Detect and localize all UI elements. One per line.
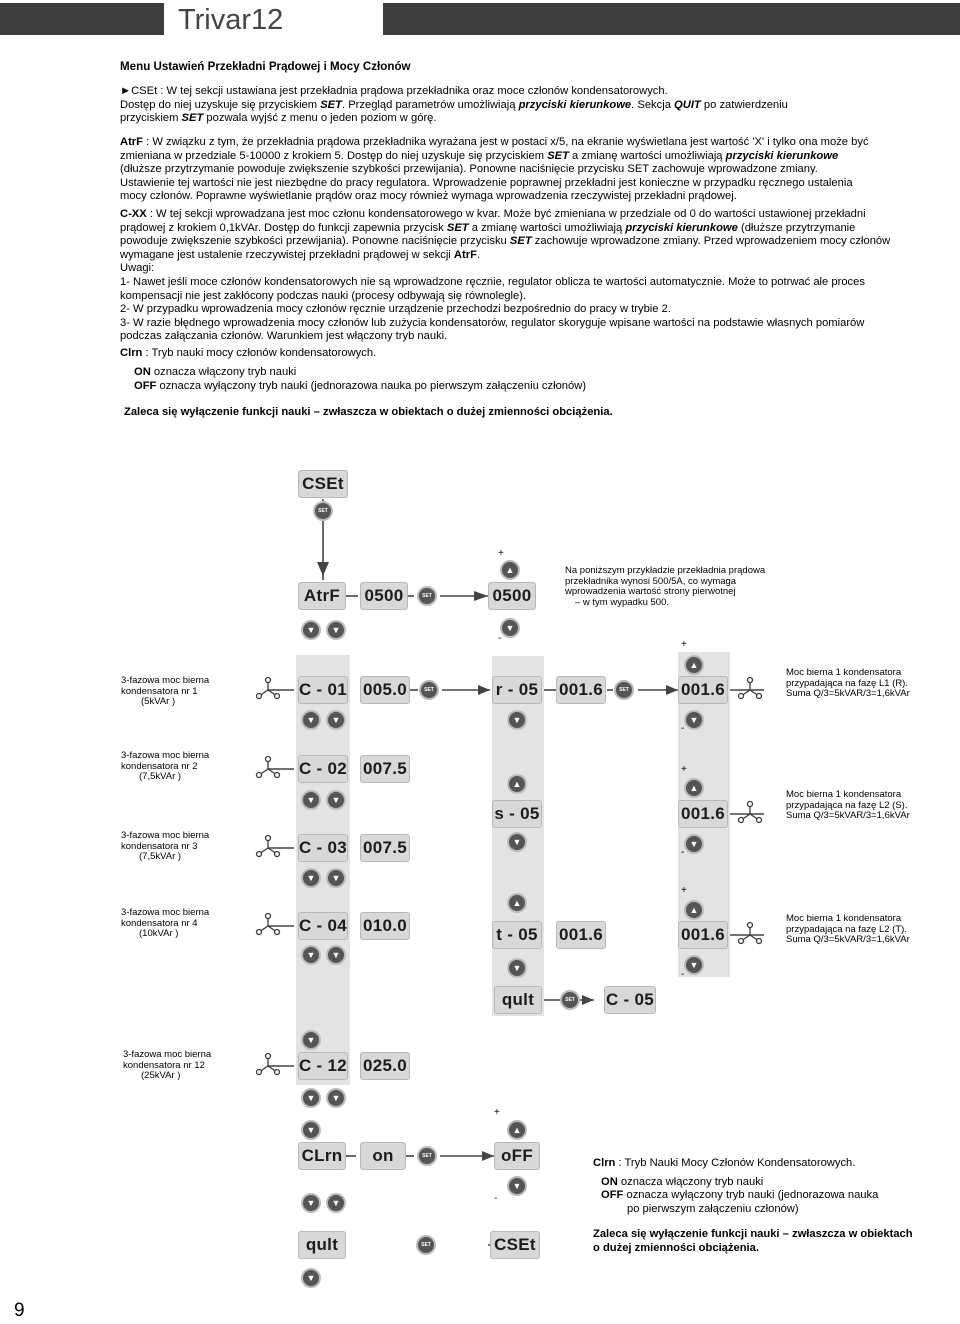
down-arrow-button[interactable]: ▼ (507, 832, 527, 852)
capacitor-label-2: 3-fazowa moc bierna kondensatora nr 2 (7,5kVAr ) (121, 750, 210, 783)
up-arrow-button[interactable]: ▲ (684, 655, 704, 675)
down-arrow-button[interactable]: ▼ (507, 1176, 527, 1196)
down-arrow-button[interactable]: ▼ (301, 1193, 321, 1213)
down-arrow-button[interactable]: ▼ (301, 1120, 321, 1140)
set-button-cset[interactable]: SET (313, 501, 333, 521)
remark-3b: podczas załączania członów. Warunkiem jest włączony tryb nauki. (120, 330, 448, 343)
clrn-off-line: OFF oznacza wyłączony tryb nauki (jednorazowa nauka po pierwszym załączeniu członów) (134, 380, 587, 392)
clrn-on-line: ON oznacza włączony tryb nauki (134, 366, 297, 378)
lcd-r05-value: 001.6 (556, 676, 606, 704)
down-arrow-button[interactable]: ▼ (301, 620, 321, 640)
set-button-c01[interactable]: SET (419, 680, 439, 700)
plus-sign: + (681, 764, 687, 775)
atrf-line-4: Ustawienie tej wartości nie jest niezbędne do pracy regulatora. Wprowadzenie poprawnej przekładni jest konieczne w przypadku ręcznego ustalenia (120, 176, 853, 189)
clrn-recommendation: Zaleca się wyłączenie funkcji nauki – zwłaszcza w obiektach o dużej zmienności obciążenia. (124, 406, 613, 418)
page-number: 9 (14, 1300, 25, 1321)
phase-label-r: Moc bierna 1 kondensatora przypadająca na fazę L1 (R). Suma Q/3=5kVAR/3=1,6kVAr (786, 667, 910, 700)
down-arrow-button[interactable]: ▼ (326, 790, 346, 810)
phase-label-s: Moc bierna 1 kondensatora przypadająca na fazę L2 (S). Suma Q/3=5kVAR/3=1,6kVAr (786, 789, 910, 822)
phase-label-t: Moc bierna 1 kondensatora przypadająca na fazę L2 (T). Suma Q/3=5kVAR/3=1,6kVAr (786, 913, 910, 946)
star-symbol-4 (257, 914, 280, 935)
capacitor-label-3: 3-fazowa moc bierna kondensatora nr 3 (7,5kVAr ) (121, 830, 210, 863)
lcd-c01-value: 005.0 (360, 676, 410, 704)
lcd-s05-value: 001.6 (678, 800, 728, 828)
atrf-line-3: (dłuższe przytrzymanie powoduje zwiększenie szybkości przewijania). Ponowne naciśnięcie przycisku SET zachowuje wprowadzone zmiany. (120, 163, 818, 176)
lcd-clrn-on: on (360, 1142, 406, 1170)
lcd-c03: C - 03 (298, 834, 348, 862)
down-arrow-button[interactable]: ▼ (301, 1088, 321, 1108)
star-symbol-2 (257, 757, 280, 778)
intro-line-2: Dostęp do niej uzyskuje się przyciskiem SET. Przegląd parametrów umożliwiają przyciski kierunkowe. Sekcja QUIT po zatwierdzeniu (120, 98, 788, 111)
lcd-cset-top: CSEt (298, 470, 348, 498)
lcd-c03-value: 007.5 (360, 834, 410, 862)
down-arrow-button[interactable]: ▼ (684, 955, 704, 975)
down-arrow-button[interactable]: ▼ (500, 618, 520, 638)
bottom-clrn-text: Clrn : Tryb Nauki Mocy Członów Kondensatorowych. ON oznacza włączony tryb nauki OFF oznacza wyłączony tryb nauki (jednorazowa nauka po pierwszym załączeniu członów) Zaleca się wyłączenie funkcji nauki – zwłaszcza w obiektach o dużej zmienności obciążenia. (593, 1157, 913, 1254)
atrf-line-2: zmieniana w przedziale 5-10000 z krokiem 5. Dostęp do niej uzyskuje się przyciskiem SET a zmianę wartości umożliwiają przyciski kierunkowe (120, 149, 839, 162)
cxx-line-3: powoduje zwiększenie szybkości przewijania). Ponowne naciśnięcie przycisku SET zachowuje wprowadzone zmiany. Przed wprowadzeniem mocy członów (120, 235, 891, 248)
up-arrow-button[interactable]: ▲ (507, 1120, 527, 1140)
down-arrow-button[interactable]: ▼ (684, 834, 704, 854)
cxx-line-2: prądowej z krokiem 0,1kVAr. Dostęp do funkcji zapewnia przycisk SET a zmianę wartości umożliwiają przyciski kierunkowe (dłuższe przytrzymanie (120, 221, 856, 234)
down-arrow-button[interactable]: ▼ (326, 868, 346, 888)
set-button-atrf[interactable]: SET (417, 586, 437, 606)
star-symbol-1 (257, 678, 280, 699)
remark-3a: 3- W razie błędnego wprowadzenia mocy członów lub zużycia kondensatorów, regulator skoryguje wpisane wartości na podstawie własnych pomiarów (120, 316, 865, 329)
plus-sign: + (498, 548, 504, 559)
up-arrow-button[interactable]: ▲ (500, 560, 520, 580)
lcd-c02-value: 007.5 (360, 755, 410, 783)
down-arrow-button[interactable]: ▼ (301, 1030, 321, 1050)
down-arrow-button[interactable]: ▼ (684, 710, 704, 730)
set-button-qult[interactable]: SET (416, 1235, 436, 1255)
lcd-c05: C - 05 (604, 986, 656, 1014)
star-symbol-12 (257, 1054, 280, 1075)
lcd-atrf: AtrF (298, 582, 346, 610)
set-button-r05[interactable]: SET (614, 680, 634, 700)
intro-line-3: przyciskiem SET pozwala wyjść z menu o jeden poziom w górę. (120, 112, 437, 125)
down-arrow-button[interactable]: ▼ (326, 620, 346, 640)
lcd-qult-1: qult (494, 986, 542, 1014)
minus-sign: - (681, 969, 685, 980)
cxx-line-1: C-XX : W tej sekcji wprowadzana jest moc członu kondensatorowego w kvar. Może być zmieniana w przedziale od 0 do wartości ustawionej przekładni (120, 208, 866, 220)
lcd-atrf-edit: 0500 (488, 582, 536, 610)
down-arrow-button[interactable]: ▼ (301, 868, 321, 888)
down-arrow-button[interactable]: ▼ (507, 710, 527, 730)
page-title: Trivar12 (178, 4, 284, 36)
star-symbol-t (739, 923, 762, 944)
plus-sign: + (681, 885, 687, 896)
clrn-line: Clrn : Tryb nauki mocy członów kondensatorowych. (120, 347, 377, 359)
lcd-c02: C - 02 (298, 755, 348, 783)
lcd-t05-value: 001.6 (556, 921, 606, 949)
plus-sign: + (681, 639, 687, 650)
lcd-atrf-value: 0500 (360, 582, 408, 610)
up-arrow-button[interactable]: ▲ (507, 774, 527, 794)
section-title: Menu Ustawień Przekładni Prądowej i Mocy Członów (120, 60, 411, 73)
down-arrow-button[interactable]: ▼ (301, 710, 321, 730)
lcd-cset-bottom: CSEt (490, 1231, 540, 1259)
lcd-c04-value: 010.0 (360, 912, 410, 940)
down-arrow-button[interactable]: ▼ (301, 945, 321, 965)
remarks-title: Uwagi: (120, 262, 155, 275)
capacitor-label-4: 3-fazowa moc bierna kondensatora nr 4 (10kVAr ) (121, 907, 210, 940)
lcd-r05: r - 05 (492, 676, 542, 704)
up-arrow-button[interactable]: ▲ (507, 893, 527, 913)
atrf-line-5: mocy członów. Poprawne wyświetlanie prądów oraz mocy również wymaga wprowadzenia rzeczywistej przekładni prądowej. (120, 190, 737, 203)
lcd-c12: C - 12 (298, 1052, 348, 1080)
cxx-line-4: wymagane jest ustalenie rzeczywistej przekładni prądowej w sekcji AtrF. (120, 248, 481, 261)
star-symbol-r (739, 678, 762, 699)
capacitor-label-12: 3-fazowa moc bierna kondensatora nr 12 (25kVAr ) (123, 1049, 212, 1082)
down-arrow-button[interactable]: ▼ (326, 1193, 346, 1213)
lcd-c01: C - 01 (298, 676, 348, 704)
down-arrow-button[interactable]: ▼ (507, 958, 527, 978)
lcd-clrn-off: oFF (494, 1142, 540, 1170)
atrf-line-1: AtrF : W związku z tym, że przekładnia prądowa przekładnika wyrażana jest w postaci x/5, na ekranie wyświetlana jest wartość 'X' i tylko ona może być (120, 136, 869, 148)
lcd-t05: t - 05 (492, 921, 542, 949)
down-arrow-button[interactable]: ▼ (301, 790, 321, 810)
down-arrow-button[interactable]: ▼ (326, 1088, 346, 1108)
lcd-r05-edit: 001.6 (678, 676, 728, 704)
lcd-s05: s - 05 (492, 800, 542, 828)
minus-sign: - (494, 1193, 498, 1204)
intro-line-1: ►CSEt : W tej sekcji ustawiana jest przekładnia prądowa przekładnika oraz moce członów kondensatorowych. (120, 85, 668, 97)
up-arrow-button[interactable]: ▲ (684, 900, 704, 920)
minus-sign: - (498, 633, 502, 644)
lcd-t05-edit: 001.6 (678, 921, 728, 949)
ct-ratio-note: Na poniższym przykładzie przekładnia prądowa przekładnika wynosi 500/5A, co wymaga wprowadzenia wartość strony pierwotnej – w tym wypadku 500. (565, 565, 766, 608)
remark-1b: kompensacji nie jest zakłócony podczas nauki (procesy odbywają się równolegle). (120, 289, 527, 302)
lcd-clrn: CLrn (298, 1142, 346, 1170)
lcd-c04: C - 04 (298, 912, 348, 940)
set-button-clrn[interactable]: SET (417, 1146, 437, 1166)
plus-sign: + (494, 1107, 500, 1118)
capacitor-label-1: 3-fazowa moc bierna kondensatora nr 1 (5kVAr ) (121, 675, 210, 708)
set-button-c05[interactable]: SET (560, 990, 580, 1010)
star-symbol-3 (257, 836, 280, 857)
down-arrow-button[interactable]: ▼ (326, 945, 346, 965)
down-arrow-button[interactable]: ▼ (326, 710, 346, 730)
lcd-qult-2: qult (298, 1231, 346, 1259)
remark-1a: 1- Nawet jeśli moce członów kondensatorowych nie są wprowadzone ręcznie, regulator oblicza te wartości automatycznie. Może to potrwać ale proces (120, 275, 865, 288)
star-symbol-s (739, 802, 762, 823)
minus-sign: - (681, 723, 685, 734)
minus-sign: - (681, 847, 685, 858)
lcd-c12-value: 025.0 (360, 1052, 410, 1080)
up-arrow-button[interactable]: ▲ (684, 778, 704, 798)
remark-2: 2- W przypadku wprowadzenia mocy członów ręcznie urządzenie przechodzi bezpośrednio do pracy w trybie 2. (120, 303, 671, 316)
down-arrow-button[interactable]: ▼ (301, 1268, 321, 1288)
